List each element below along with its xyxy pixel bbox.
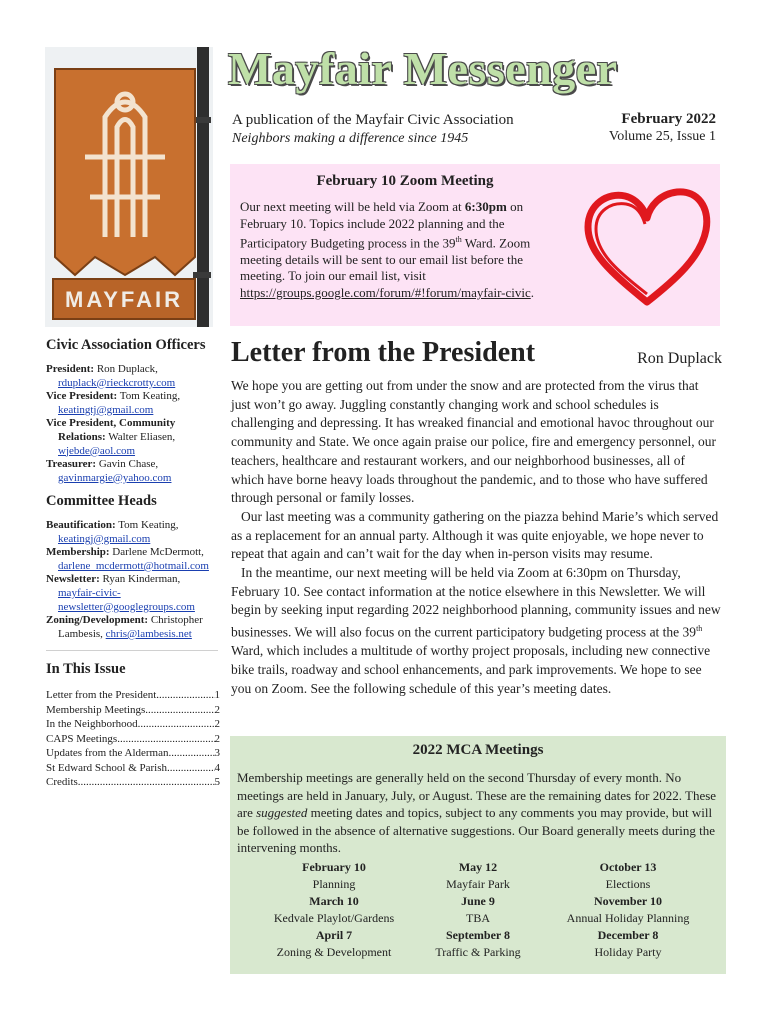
toc-item	[46, 746, 220, 761]
zoom-text-3: Ward. Zoom meeting details will be sent to our email list before the meeting. To join our email list, visit	[240, 235, 531, 284]
beautification-email-link[interactable]: keatingj@gmail.com	[58, 532, 151, 545]
zoom-text-1: Our next meeting will be held via Zoom at	[240, 199, 465, 214]
toc-item	[46, 775, 220, 790]
meeting-date: November 10	[593, 894, 663, 908]
meetings-box	[230, 736, 726, 974]
meeting-date: December 8	[597, 928, 659, 942]
newsletter-email-link-1[interactable]: mayfair-civic-	[58, 586, 121, 599]
toc-item-title: St Edward School & Parish	[46, 761, 167, 774]
meeting-date: October 13	[599, 860, 657, 874]
toc-item	[46, 688, 220, 703]
meeting-topic: Elections	[605, 877, 651, 891]
president-name: Ron Duplack,	[94, 363, 158, 375]
toc-item-title: In the Neighborhood	[46, 718, 138, 730]
vp-email-link[interactable]: keatingtj@gmail.com	[58, 403, 154, 416]
zoom-meeting-body	[240, 199, 565, 301]
sign-text: MAYFAIR	[65, 287, 183, 312]
toc-item-page: 5	[214, 776, 220, 788]
meeting-topic: TBA	[466, 911, 490, 925]
toc-dot-leader	[169, 746, 215, 761]
toc-dot-leader	[156, 688, 214, 703]
toc-item-title: Letter from the President	[46, 689, 157, 701]
meetings-intro-em: suggested	[256, 805, 308, 820]
zoom-meeting-notice	[230, 164, 720, 326]
letter-body	[231, 377, 721, 698]
meeting-date: June 9	[461, 894, 495, 908]
treasurer-name: Gavin Chase,	[96, 458, 159, 471]
toc-dot-leader	[117, 732, 214, 747]
vpc-email-link[interactable]: wjebde@aol.com	[58, 444, 136, 457]
president-email-link[interactable]: rduplack@rieckcrotty.com	[58, 376, 176, 389]
toc-item-page: 4	[214, 761, 220, 774]
toc-item	[46, 703, 220, 718]
vpc-label: Vice President, Community Relations:	[46, 417, 176, 443]
toc-item-page: 3	[214, 747, 220, 759]
letter-p3-text-b: Ward, which includes a multitude of worthy project proposals, including new connective bike trails, roadway and school enhancements, and park improvements. We hope to see you on Zoom. See the following schedule of this year’s meeting dates.	[231, 643, 711, 696]
newsletter-title: Mayfair Messenger	[228, 43, 618, 94]
treasurer-email-link[interactable]: gavinmargie@yahoo.com	[58, 471, 172, 484]
meetings-intro-a: Membership meetings are generally held on the second Thursday of every month. No meetings are held in January, July, or August. These are the remaining dates for 2022. These are	[237, 770, 717, 820]
toc-item-title: Membership Meetings	[46, 703, 146, 716]
sidebar-divider	[46, 650, 218, 651]
zoning-label: Zoning/Development:	[46, 614, 149, 627]
officers-list	[46, 363, 221, 485]
committee-list	[46, 519, 226, 641]
meeting-date: September 8	[445, 928, 511, 942]
beautification-label: Beautification:	[46, 519, 116, 531]
toc-item-page: 2	[214, 703, 220, 716]
meetings-title: 2022 MCA Meetings	[412, 742, 544, 758]
officers-heading: Civic Association Officers	[46, 337, 206, 353]
mayfair-sign-photo	[45, 47, 213, 327]
issue-volume: Volume 25, Issue 1	[608, 129, 716, 144]
letter-paragraph-1: We hope you are getting out from under the snow and are protected from the virus that just won’t go away. Juggling constantly changing work and school schedules is challenging and depressing. It has wreaked financial and emotional havoc throughout our community and State. We once again praise our police, fire and emergency personnel, our teachers, healthcare and restaurant workers, and our neighborhood businesses, all of which have borne heavy loads throughout the pandemic, and to those who have suffered through personal or family losses.	[231, 378, 716, 506]
letter-heading: Letter from the President	[231, 337, 536, 368]
meeting-topic: Kedvale Playlot/Gardens	[273, 911, 395, 925]
toc-item-page: 1	[214, 689, 220, 701]
toc-item-page: 2	[214, 732, 220, 745]
meetings-intro	[237, 769, 719, 857]
meeting-topic: Zoning & Development	[276, 945, 392, 959]
meetings-column-2	[398, 859, 558, 961]
vp-name: Tom Keating,	[117, 390, 181, 403]
membership-label: Membership:	[46, 546, 110, 559]
toc-item-title: Updates from the Alderman	[46, 747, 169, 759]
zoom-text-4: .	[530, 284, 534, 300]
meeting-topic: Annual Holiday Planning	[566, 911, 690, 925]
membership-name: Darlene McDermott,	[109, 546, 204, 559]
toc-dot-leader	[78, 775, 215, 790]
zoning-name: Christopher Lambesis,	[58, 614, 203, 640]
letter-author: Ron Duplack	[637, 350, 722, 367]
meeting-date: February 10	[302, 860, 366, 874]
letter-p3-sup: th	[696, 624, 703, 634]
meeting-topic: Traffic & Parking	[435, 945, 521, 959]
meeting-date: May 12	[458, 860, 498, 874]
toc-dot-leader	[145, 703, 214, 718]
toc-dot-leader	[138, 717, 215, 732]
treasurer-label: Treasurer:	[46, 458, 97, 471]
beautification-name: Tom Keating,	[115, 519, 179, 531]
newsletter-email-link-2[interactable]: newsletter@googlegroups.com	[58, 600, 195, 613]
zoom-sup: th	[455, 235, 462, 244]
zoom-text-2: on February 10. Topics include 2022 planning and the Participatory Budgeting process in the 39	[240, 199, 524, 251]
vp-label: Vice President:	[46, 390, 118, 403]
street-banner-image	[45, 47, 213, 327]
meeting-topic: Holiday Party	[594, 945, 662, 959]
meeting-date: March 10	[309, 894, 359, 908]
tagline: Neighbors making a difference since 1945	[232, 131, 469, 146]
meetings-column-1	[254, 859, 414, 961]
newsletter-label: Newsletter:	[46, 573, 100, 586]
president-label: President:	[46, 363, 95, 375]
toc-item	[46, 761, 220, 776]
vpc-name: Walter Eliasen,	[105, 430, 176, 443]
toc-dot-leader	[167, 761, 215, 776]
zoning-email-link[interactable]: chris@lambesis.net	[105, 627, 192, 640]
toc-heading: In This Issue	[46, 661, 126, 677]
meetings-intro-b: meeting dates and topics, subject to any comments you may provide, but will be followed in the absence of alternative suggestions. Our Board generally meets during the intervening months.	[237, 805, 715, 855]
toc-item-title: CAPS Meetings	[46, 732, 118, 745]
newsletter-name: Ryan Kinderman,	[99, 573, 181, 586]
toc-item	[46, 717, 220, 732]
meetings-column-3	[548, 859, 708, 961]
meeting-date: April 7	[315, 928, 353, 942]
committee-heading: Committee Heads	[46, 493, 157, 509]
toc-item	[46, 732, 220, 747]
letter-p3-text-a: In the meantime, our next meeting will be held via Zoom at 6:30pm on Thursday, February 10. See contact information at the notice elsewhere in this Newsletter. We will begin by seeking input regarding 2022 neighborhood planning, community issues and new businesses. We will also focus on the current participatory budgeting process at the 39	[231, 565, 721, 640]
issue-date: February 2022	[621, 111, 716, 127]
membership-email-link[interactable]: darlene_mcdermott@hotmail.com	[58, 559, 209, 572]
letter-paragraph-2: Our last meeting was a community gathering on the piazza behind Marie’s which served as a replacement for an annual party. Although it was quite enjoyable, we hope never to repeat that again and can’t wait for the day when in-person visits may resume.	[231, 508, 719, 562]
toc-item-page: 2	[214, 718, 220, 730]
heart-icon	[580, 182, 715, 312]
zoom-time: 6:30pm	[464, 199, 507, 214]
publication-line: A publication of the Mayfair Civic Association	[232, 112, 514, 128]
email-list-link[interactable]: https://groups.google.com/forum/#!forum/mayfair-civic	[240, 284, 531, 300]
meeting-topic: Planning	[312, 877, 356, 891]
letter-paragraph-3	[231, 564, 721, 698]
toc-item-title: Credits	[46, 776, 78, 788]
table-of-contents	[46, 688, 220, 790]
meeting-topic: Mayfair Park	[446, 877, 510, 891]
zoom-meeting-title: February 10 Zoom Meeting	[316, 173, 494, 189]
